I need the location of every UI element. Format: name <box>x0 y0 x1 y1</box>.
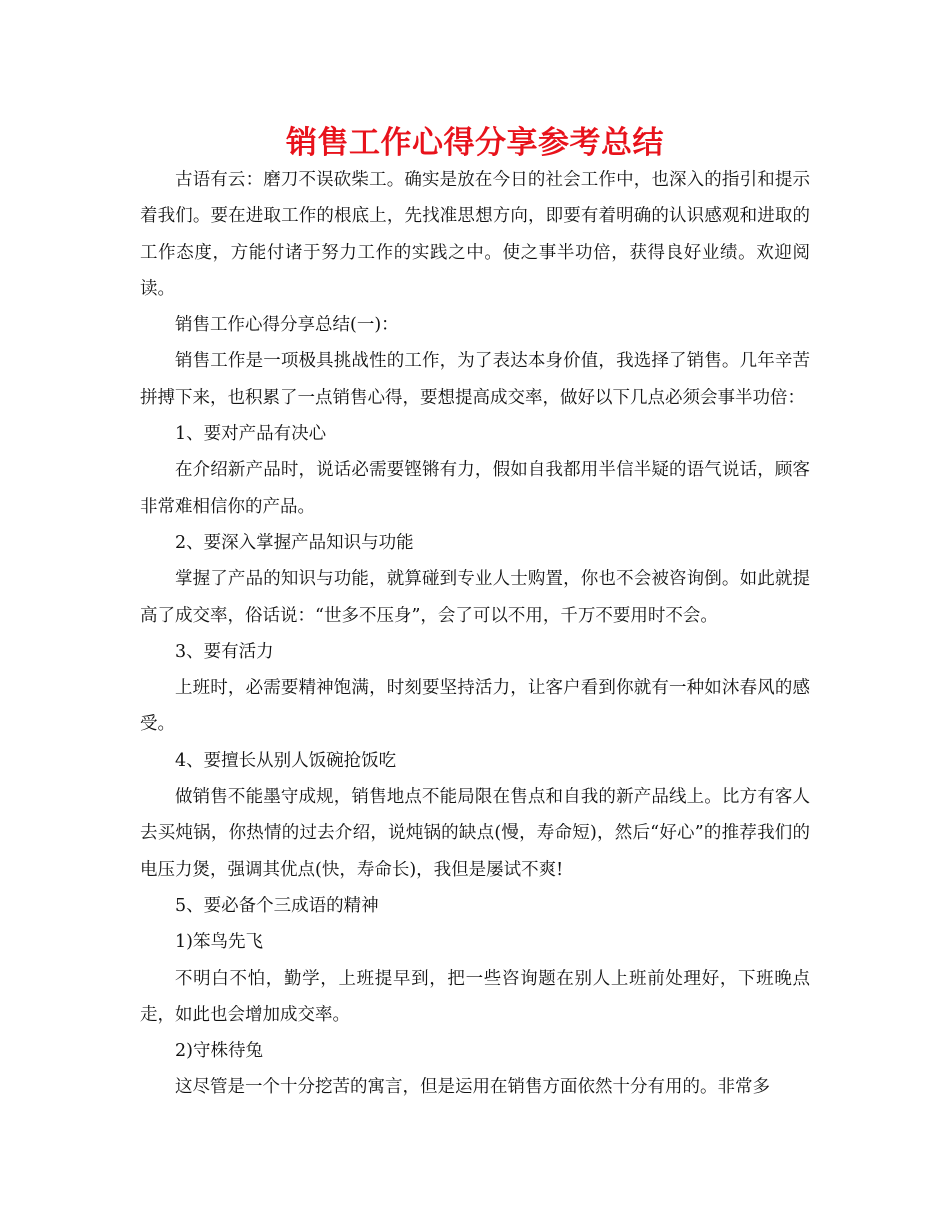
document-title: 销售工作心得分享参考总结 <box>286 125 664 161</box>
point-heading-1: 1、要对产品有决心 <box>175 424 327 445</box>
body-paragraph: 掌握了产品的知识与功能，就算碰到专业人士购置，你也不会被咨询倒。如此就提高了成交率，俗话说：“世多不压身”，会了可以不用，千万不要用时不会。 <box>140 569 810 626</box>
point-heading-5: 5、要必备个三成语的精神 <box>175 895 379 916</box>
document-body <box>140 162 810 1106</box>
body-paragraph: 在介绍新产品时，说话必需要铿锵有力，假如自我都用半信半疑的语气说话，顾客非常难相信你的产品。 <box>140 460 810 517</box>
body-paragraph: 做销售不能墨守成规，销售地点不能局限在售点和自我的新产品线上。比方有客人去买炖锅，你热情的过去介绍，说炖锅的缺点(慢，寿命短)，然后“好心”的推荐我们的电压力煲，强调其优点(快，寿命长)，我但是屡试不爽! <box>140 787 810 880</box>
point-heading-3: 3、要有活力 <box>175 641 274 662</box>
section-heading-1: 销售工作心得分享总结(一)： <box>175 315 399 336</box>
intro-paragraph: 古语有云：磨刀不误砍柴工。确实是放在今日的社会工作中，也深入的指引和提示着我们。要在进取工作的根底上，先找准思想方向，即要有着明确的认识感观和进取的工作态度，方能付诸于努力工作的实践之中。使之事半功倍，获得良好业绩。欢迎阅读。 <box>140 170 810 299</box>
body-paragraph: 这尽管是一个十分挖苦的寓言，但是运用在销售方面依然十分有用的。非常多 <box>175 1077 770 1098</box>
sub-point-heading-2: 2)守株待兔 <box>175 1041 263 1062</box>
body-paragraph: 上班时，必需要精神饱满，时刻要坚持活力，让客户看到你就有一种如沐春风的感受。 <box>140 678 810 735</box>
point-heading-2: 2、要深入掌握产品知识与功能 <box>175 532 414 553</box>
point-heading-4: 4、要擅长从别人饭碗抢饭吃 <box>175 750 397 771</box>
sub-point-heading-1: 1)笨鸟先飞 <box>175 932 263 953</box>
body-paragraph: 销售工作是一项极具挑战性的工作，为了表达本身价值，我选择了销售。几年辛苦拼搏下来，也积累了一点销售心得，要想提高成交率，做好以下几点必须会事半功倍： <box>140 351 810 408</box>
body-paragraph: 不明白不怕，勤学，上班提早到，把一些咨询题在别人上班前处理好，下班晚点走，如此也会增加成交率。 <box>140 968 810 1025</box>
